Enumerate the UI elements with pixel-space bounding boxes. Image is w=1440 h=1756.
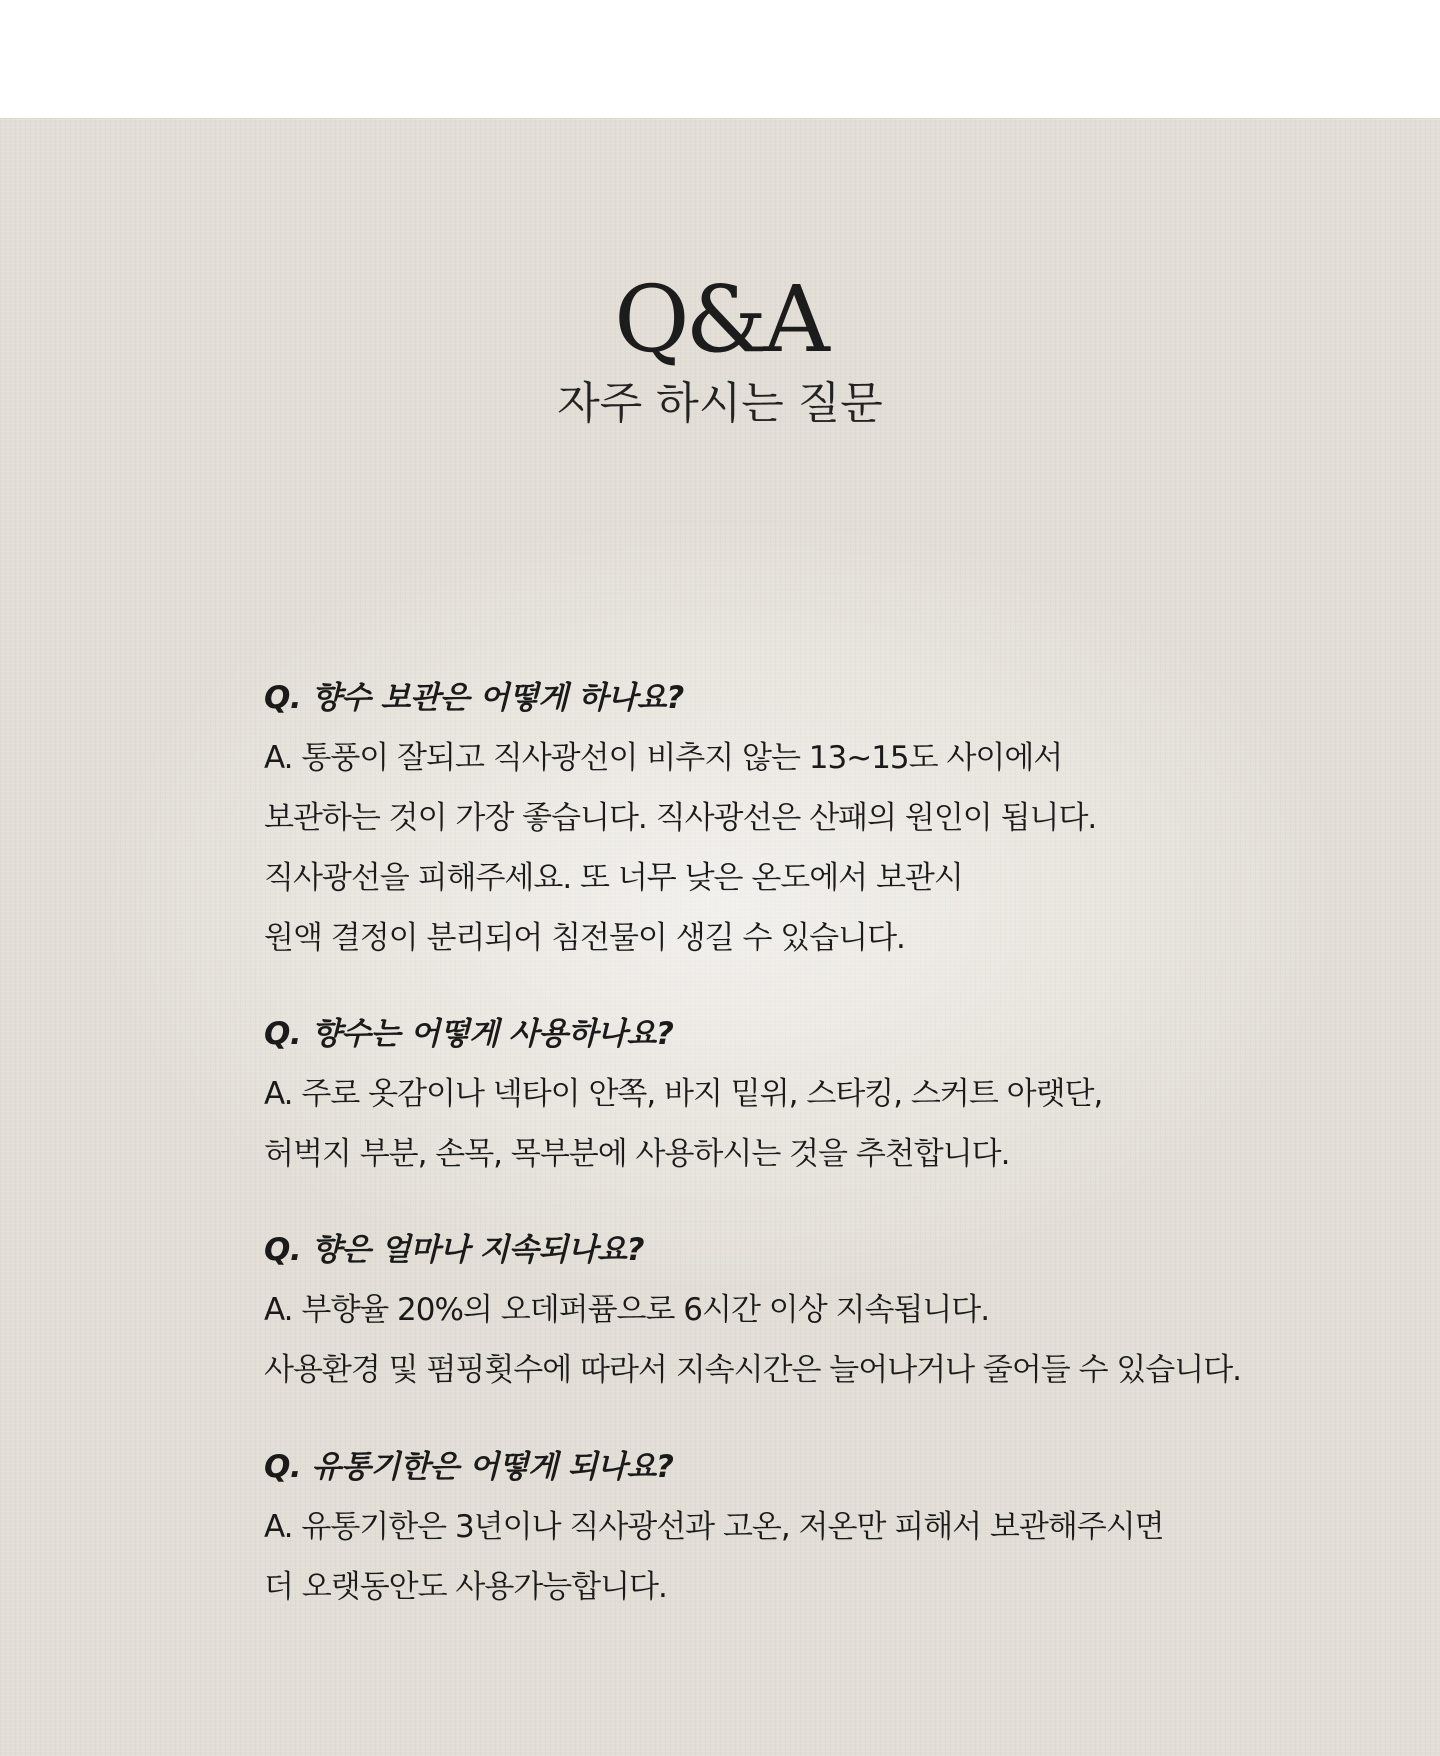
qa-logo: Q&A: [614, 266, 826, 373]
faq-header: [0, 266, 1440, 432]
faq-answer-line: 보관하는 것이 가장 좋습니다. 직사광선은 산패의 원인이 됩니다.: [264, 800, 1097, 836]
faq-item-storage: [264, 668, 1264, 968]
faq-answer-line: 더 오랫동안도 사용가능합니다.: [264, 1569, 667, 1605]
faq-answer-line: A. 부향율 20%의 오데퍼퓸으로 6시간 이상 지속됩니다.: [264, 1292, 990, 1328]
faq-item-usage: [264, 1004, 1264, 1184]
faq-answer-line: A. 유통기한은 3년이나 직사광선과 고온, 저온만 피해서 보관해주시면: [264, 1509, 1164, 1545]
faq-answer-line: A. 통풍이 잘되고 직사광선이 비추지 않는 13~15도 사이에서: [264, 740, 1063, 776]
faq-item-expiry: [264, 1437, 1264, 1617]
faq-answer-line: 직사광선을 피해주세요. 또 너무 낮은 온도에서 보관시: [264, 860, 963, 896]
faq-answer-line: 사용환경 및 펌핑횟수에 따라서 지속시간은 늘어나거나 줄어들 수 있습니다.: [264, 1352, 1242, 1388]
faq-panel: [0, 118, 1440, 1756]
faq-question: Q. 유통기한은 어떻게 되나요?: [264, 1449, 674, 1485]
faq-answer-line: 허벅지 부분, 손목, 목부분에 사용하시는 것을 추천합니다.: [264, 1136, 1010, 1172]
faq-question: Q. 향수 보관은 어떻게 하나요?: [264, 680, 684, 716]
top-white-strip: [0, 0, 1440, 118]
faq-question: Q. 향수는 어떻게 사용하나요?: [264, 1016, 674, 1052]
faq-answer-line: 원액 결정이 분리되어 침전물이 생길 수 있습니다.: [264, 920, 905, 956]
faq-item-duration: [264, 1220, 1264, 1400]
faq-answer-line: A. 주로 옷감이나 넥타이 안쪽, 바지 밑위, 스타킹, 스커트 아랫단,: [264, 1076, 1103, 1112]
faq-subtitle: 자주 하시는 질문: [557, 378, 883, 429]
faq-list: [264, 668, 1264, 1653]
faq-question: Q. 향은 얼마나 지속되나요?: [264, 1232, 644, 1268]
